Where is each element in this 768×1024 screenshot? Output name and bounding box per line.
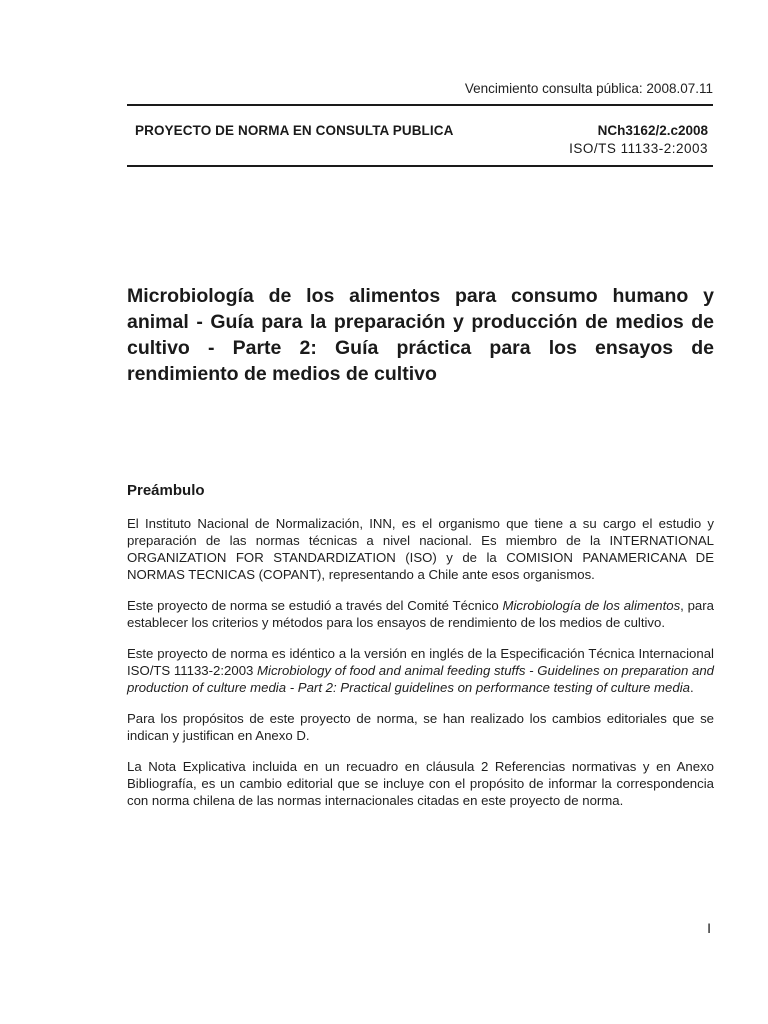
expiry-notice: Vencimiento consulta pública: 2008.07.11	[464, 81, 713, 96]
document-title: Microbiología de los alimentos para consumo humano y animal - Guía para la preparación y producción de medios de cultivo - Parte 2: Guía práctica para los ensayos de rendimiento de medios de cultivo	[127, 285, 714, 385]
paragraph-3-text-a: Este proyecto de norma es idéntico a la versión en inglés de la Especificación Técnica Internacional ISO/TS 11133-2:2003	[127, 646, 714, 678]
paragraph-3-italic: Microbiology of food and animal feeding stuffs - Guidelines on preparation and production of culture media - Part 2: Practical guidelines on performance testing of culture media	[127, 663, 714, 695]
preamble-heading: Preámbulo	[127, 482, 205, 499]
header-rule-bottom	[127, 165, 713, 167]
paragraph-2-italic: Microbiología de los alimentos	[502, 598, 681, 613]
norm-identifiers	[408, 123, 708, 156]
paragraph-2-text-a: Este proyecto de norma se estudió a través del Comité Técnico	[127, 598, 503, 613]
norm-code: NCh3162/2.c2008	[597, 123, 708, 138]
paragraph-3-text-b: .	[689, 680, 694, 695]
paragraph-2-text-b: , para establecer los criterios y métodos para los ensayos de rendimiento de los medios de cultivo.	[127, 598, 714, 630]
preamble-body	[127, 515, 714, 809]
project-label: PROYECTO DE NORMA EN CONSULTA PUBLICA	[135, 123, 454, 138]
paragraph-1: El Instituto Nacional de Normalización, INN, es el organismo que tiene a su cargo el estudio y preparación de las normas técnicas a nivel nacional. Es miembro de la INTERNATIONAL ORGANIZATION FOR STANDARDIZATION (ISO) y de la COMISION PANAMERICANA DE NORMAS TECNICAS (COPANT), representando a Chile ante esos organismos.	[127, 516, 714, 582]
header-rule-top	[127, 104, 713, 106]
paragraph-4: Para los propósitos de este proyecto de norma, se han realizado los cambios editoriales que se indican y justifican en Anexo D.	[127, 711, 714, 743]
page-number: I	[707, 920, 711, 936]
iso-code: ISO/TS 11133-2:2003	[569, 141, 708, 156]
paragraph-2	[127, 597, 714, 631]
paragraph-3	[127, 645, 714, 696]
paragraph-5: La Nota Explicativa incluida en un recuadro en cláusula 2 Referencias normativas y en Anexo Bibliografía, es un cambio editorial que se incluye con el propósito de informar la correspondencia con norma chilena de las normas internacionales citadas en este proyecto de norma.	[127, 759, 714, 808]
